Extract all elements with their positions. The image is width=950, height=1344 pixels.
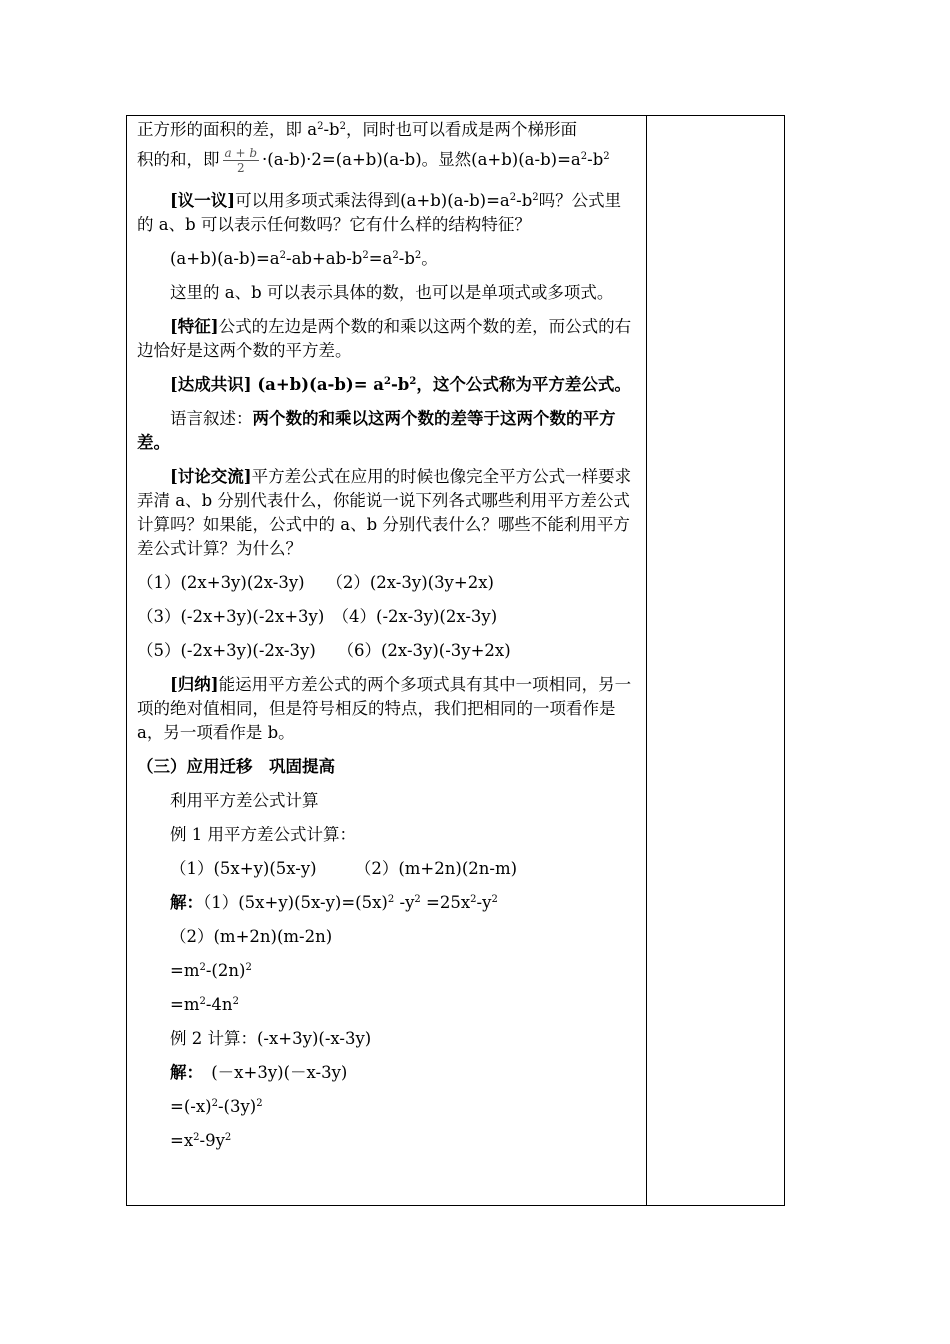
solution-line: $=(-x)^2-(3y)^2$ bbox=[170, 1097, 263, 1116]
fraction: $\frac{a + b}{2}$ bbox=[224, 146, 258, 175]
talk-paragraph: [讨论交流]平方差公式在应用的时候也像完全平方公式一样要求弄清 a、b 分别代表什么，你能说一说下列各式哪些利用平方差公式计算吗？如果能，公式中的 a、b 分别代表什么？哪些不能利用平方差公式计算？为什么？ bbox=[137, 467, 632, 558]
text-line: 正方形的面积的差，即 $a^2-b^2$，同时也可以看成是两个梯形面 bbox=[137, 120, 577, 139]
summary-paragraph: [归纳]能运用平方差公式的两个多项式具有其中一项相同，另一项的绝对值相同，但是符号相反的特点，我们把相同的一项看作是 a，另一项看作是 b。 bbox=[137, 675, 632, 742]
text-line: 积的和，即 $\frac{a + b}{2}$ ·(a-b)·2=(a+b)(a-b)。显然$(a+b)(a-b)=a^2-b^2$ bbox=[137, 146, 610, 175]
solution-line: 解：$(1)(5x+y)(5x-y)=(5x)^2$ $-y^2 =25x^2-y^2$ bbox=[170, 893, 498, 912]
expand-line: $(a+b)(a-b)=a^2-ab+ab-b^2=a^2-b^2$。 bbox=[170, 249, 438, 268]
lesson-table bbox=[126, 115, 785, 1206]
text-line: 利用平方差公式计算 bbox=[170, 791, 319, 810]
exercise-row: （1）(2x+3y)(2x-3y) （2）(2x-3y)(3y+2x) bbox=[137, 573, 494, 592]
lesson-content-cell bbox=[137, 118, 637, 1153]
consensus-paragraph: [达成共识] $(a+b)(a-b)= a^2-b^2$，这个公式称为平方差公式。 bbox=[170, 375, 631, 394]
example-items: （1）(5x+y)(5x-y) （2）(m+2n)(2n-m) bbox=[170, 859, 518, 878]
here-paragraph: 这里的 a、b 可以表示具体的数，也可以是单项式或多项式。 bbox=[170, 283, 614, 302]
discuss-paragraph: [议一议]可以用多项式乘法得到$(a+b)(a-b)=a^2-b^2$吗？公式里的 a、b 可以表示任何数吗？它有什么样的结构特征？ bbox=[137, 191, 622, 234]
feature-paragraph: [特征]公式的左边是两个数的和乘以这两个数的差，而公式的右边恰好是这两个数的平方差。 bbox=[137, 317, 632, 360]
solution-line: 解： (－x+3y)(－x-3y) bbox=[170, 1063, 348, 1082]
exercise-row: （5）(-2x+3y)(-2x-3y) （6）(2x-3y)(-3y+2x) bbox=[137, 641, 511, 660]
exercise-row: （3）(-2x+3y)(-2x+3y) （4）(-2x-3y)(2x-3y) bbox=[137, 607, 498, 626]
solution-line: $=m^2-4n^2$ bbox=[170, 995, 239, 1014]
solution-line: $=x^2-9y^2$ bbox=[170, 1131, 232, 1150]
solution-line: $=m^2-(2n)^2$ bbox=[170, 961, 252, 980]
example-heading: 例 1 用平方差公式计算： bbox=[170, 825, 356, 844]
section-heading: （三）应用迁移 巩固提高 bbox=[137, 757, 335, 776]
column-divider bbox=[646, 116, 647, 1205]
example-heading: 例 2 计算：(-x+3y)(-x-3y) bbox=[170, 1029, 372, 1048]
solution-line: （2）(m+2n)(m-2n) bbox=[170, 927, 333, 946]
language-paragraph: 语言叙述：两个数的和乘以这两个数的差等于这两个数的平方差。 bbox=[137, 409, 616, 452]
